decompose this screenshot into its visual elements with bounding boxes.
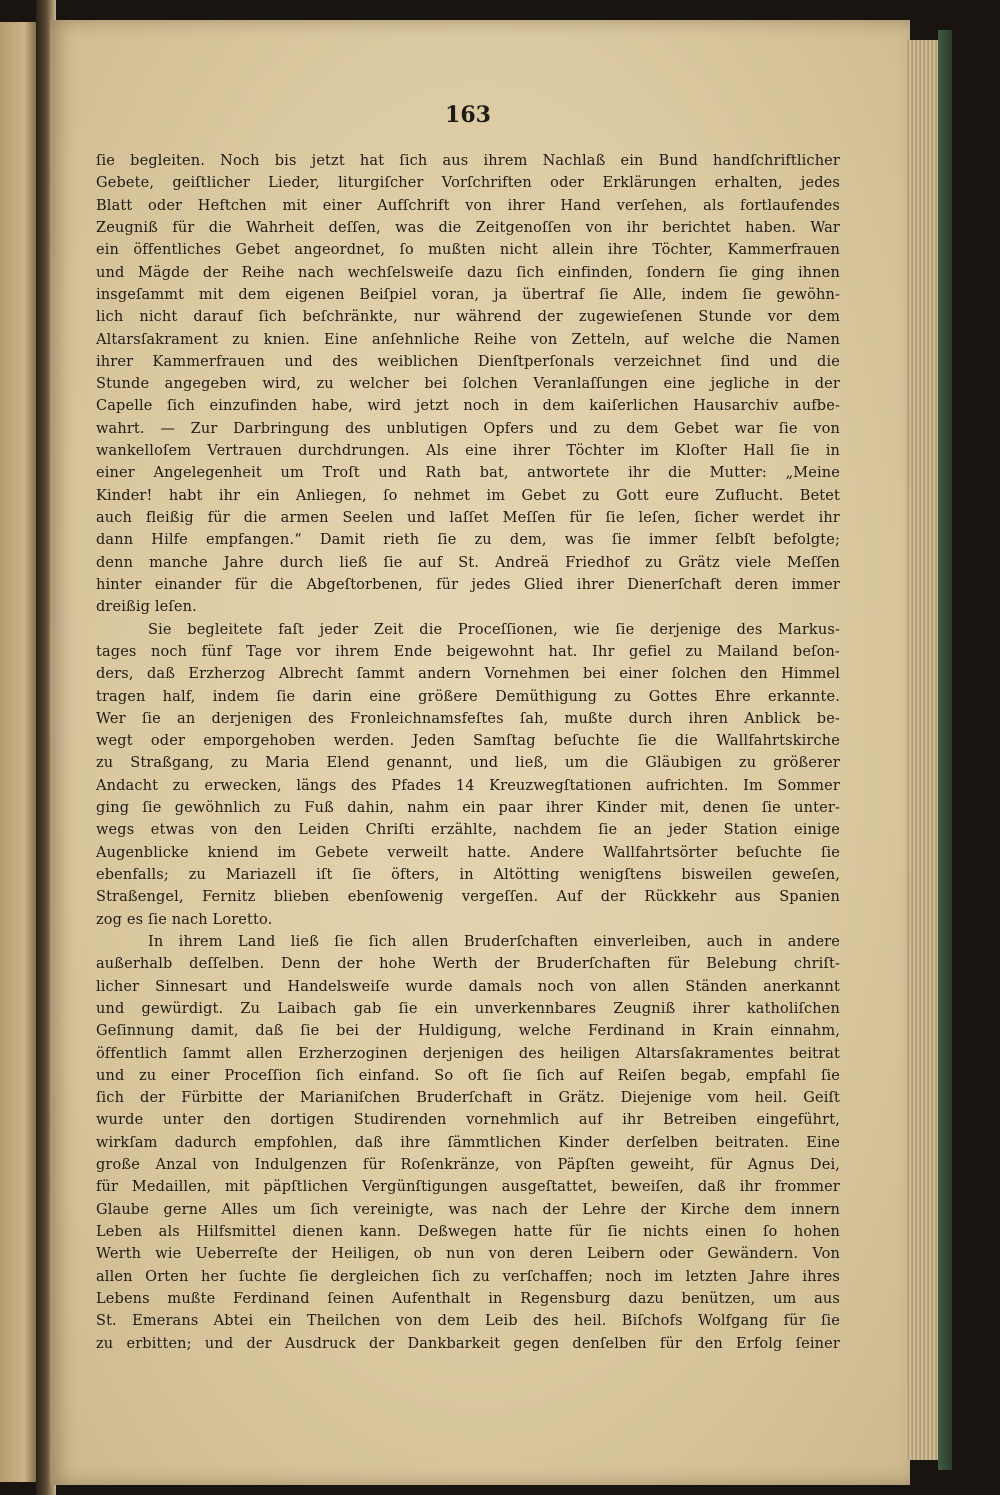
text-line: ihrer Kammerfrauen und des weiblichen Dienſtperſonals verzeichnet ſind und die — [96, 353, 840, 370]
text-line: einer Angelegenheit um Troſt und Rath bat, antwortete ihr die Mutter: „Meine — [96, 465, 840, 482]
text-line: außerhalb deſſelben. Denn der hohe Werth der Bruderſchaften für Belebung chriſt- — [96, 956, 840, 973]
text-line: wahrt. — Zur Darbringung des unblutigen Opfers und zu dem Gebet war ſie von — [96, 420, 840, 437]
text-line: und gewürdigt. Zu Laibach gab ſie ein unverkennbares Zeugniß ihrer katholiſchen — [96, 1000, 840, 1017]
text-line: St. Emerans Abtei ein Theilchen von dem Leib des heil. Biſchofs Wolfgang für ſie — [96, 1313, 840, 1330]
book-cover-edge — [938, 30, 952, 1470]
text-line: ders, daß Erzherzog Albrecht ſammt andern Vornehmen bei einer ſolchen den Himmel — [96, 666, 840, 683]
text-line: auch fleißig für die armen Seelen und laſſet Meſſen für ſie leſen, ſicher werdet ihr — [96, 510, 840, 526]
text-line: Sie begleitete faſt jeder Zeit die Proceſſionen, wie ſie derjenige des Markus- — [148, 621, 840, 638]
text-line: und Mägde der Reihe nach wechſelsweiſe dazu ſich einfinden, ſondern ſie ging ihnen — [96, 264, 840, 281]
text-line: hinter einander für die Abgeſtorbenen, für jedes Glied ihrer Dienerſchaft deren immer — [96, 576, 840, 593]
text-line: allen Orten her ſuchte ſie dergleichen ſich zu verſchaffen; noch im letzten Jahre ihres — [96, 1268, 840, 1285]
body-text — [96, 150, 840, 1355]
text-line: ging ſie gewöhnlich zu Fuß dahin, nahm ein paar ihrer Kinder mit, denen ſie unter- — [96, 800, 840, 817]
text-line: Capelle ſich einzufinden habe, wird jetzt noch in dem kaiſerlichen Hausarchiv aufbe- — [96, 398, 840, 415]
text-line: Augenblicke kniend im Gebete verweilt hatte. Andere Wallfahrtsörter beſuchte ſie — [96, 844, 840, 861]
text-line: Altarsſakrament zu knien. Eine anſehnliche Reihe von Zetteln, auf welche die Namen — [96, 331, 840, 348]
text-line: denn manche Jahre durch ließ ſie auf St. Andreä Friedhof zu Grätz viele Meſſen — [96, 554, 840, 571]
facing-page-edge — [0, 22, 40, 1482]
text-line: wankelloſem Vertrauen durchdrungen. Als eine ihrer Töchter im Kloſter Hall ſie in — [96, 443, 840, 460]
page-number: 163 — [445, 102, 491, 128]
text-line: ein öffentliches Gebet angeordnet, ſo mußten nicht allein ihre Töchter, Kammerfrauen — [96, 242, 840, 259]
text-line: wirkſam dadurch empfohlen, daß ihre ſämmtlichen Kinder derſelben beitraten. Eine — [96, 1134, 840, 1151]
text-line: Geſinnung damit, daß ſie bei der Huldigung, welche Ferdinand in Krain einnahm, — [96, 1023, 840, 1040]
text-line: und zu einer Proceſſion ſich einfand. So oft ſie ſich auf Reiſen begab, empfahl ſie — [96, 1067, 840, 1084]
text-line: zu erbitten; und der Ausdruck der Dankbarkeit gegen denſelben für den Erfolg ſeiner — [96, 1335, 840, 1352]
text-line: dann Hilfe empfangen.“ Damit rieth ſie zu dem, was ſie immer ſelbſt befolgte; — [96, 532, 840, 549]
text-line: ebenfalls; zu Mariazell iſt ſie öfters, in Altötting wenigſtens bisweilen geweſen, — [96, 867, 840, 883]
text-line: tragen half, indem ſie darin eine größere Demüthigung zu Gottes Ehre erkannte. — [96, 688, 840, 705]
text-line: ſich der Fürbitte der Marianiſchen Bruderſchaft in Grätz. Diejenige vom heil. Geiſt — [96, 1090, 840, 1107]
text-line: Kinder! habt ihr ein Anliegen, ſo nehmet im Gebet zu Gott eure Zuflucht. Betet — [96, 487, 840, 504]
text-line: lich nicht darauf ſich beſchränkte, nur während der zugewieſenen Stunde vor dem — [96, 309, 840, 326]
text-line: wegt oder emporgehoben werden. Jeden Samſtag beſuchte ſie die Wallfahrtskirche — [96, 733, 840, 750]
text-line: In ihrem Land ließ ſie ſich allen Bruderſchaften einverleiben, auch in andere — [148, 933, 840, 950]
text-line: dreißig leſen. — [96, 599, 197, 616]
text-line: wurde unter den dortigen Studirenden vornehmlich auf ihr Betreiben eingeführt, — [96, 1112, 840, 1129]
text-line: große Anzal von Indulgenzen für Roſenkränze, von Päpſten geweiht, für Agnus Dei, — [96, 1157, 840, 1174]
text-line: zu Straßgang, zu Maria Elend genannt, und ließ, um die Gläubigen zu größerer — [96, 755, 840, 772]
text-line: zog es ſie nach Loretto. — [96, 911, 273, 928]
text-line: öffentlich ſammt allen Erzherzoginen derjenigen des heiligen Altarsſakramentes beitrat — [96, 1045, 840, 1062]
text-line: Leben als Hilfsmittel dienen kann. Deßwegen hatte für ſie nichts einen ſo hohen — [96, 1224, 840, 1240]
text-line: Andacht zu erwecken, längs des Pfades 14 Kreuzwegſtationen aufrichten. Im Sommer — [96, 777, 840, 794]
text-line: Werth wie Ueberreſte der Heiligen, ob nun von deren Leibern oder Gewändern. Von — [96, 1246, 840, 1263]
text-line: Glaube gerne Alles um ſich vereinigte, was nach der Lehre der Kirche dem innern — [96, 1201, 840, 1218]
text-line: Lebens mußte Ferdinand ſeinen Aufenthalt in Regensburg dazu benützen, um aus — [96, 1290, 840, 1307]
text-line: Gebete, geiſtlicher Lieder, liturgiſcher Vorſchriften oder Erklärungen erhalten, jedes — [96, 175, 840, 192]
text-line: insgeſammt mit dem eigenen Beiſpiel voran, ja übertraf ſie Alle, indem ſie gewöhn- — [96, 286, 840, 303]
text-line: Blatt oder Heftchen mit einer Aufſchrift von ihrer Hand verſehen, als fortlaufendes — [96, 197, 840, 214]
text-line: wegs etwas von den Leiden Chriſti erzählte, nachdem ſie an jeder Station einige — [96, 822, 840, 839]
text-line: für Medaillen, mit päpſtlichen Vergünſtigungen ausgeſtattet, beweiſen, daß ihr frommer — [96, 1179, 840, 1196]
text-line: Wer ſie an derjenigen des Fronleichnamsfeſtes ſah, mußte durch ihren Anblick be- — [96, 710, 840, 727]
text-line: Stunde angegeben wird, zu welcher bei ſolchen Veranlaſſungen eine jegliche in der — [96, 376, 840, 393]
text-line: Straßengel, Fernitz blieben ebenſowenig vergeſſen. Auf der Rückkehr aus Spanien — [96, 889, 840, 906]
text-line: tages noch fünf Tage vor ihrem Ende beigewohnt hat. Ihr gefiel zu Mailand beſon- — [96, 643, 840, 660]
text-line: licher Sinnesart und Handelsweiſe wurde damals noch von allen Ständen anerkannt — [96, 978, 840, 995]
text-line: ſie begleiten. Noch bis jetzt hat ſich aus ihrem Nachlaß ein Bund handſchriftlicher — [96, 153, 840, 169]
text-line: Zeugniß für die Wahrheit deſſen, was die Zeitgenoſſen von ihr berichtet haben. War — [96, 219, 840, 236]
